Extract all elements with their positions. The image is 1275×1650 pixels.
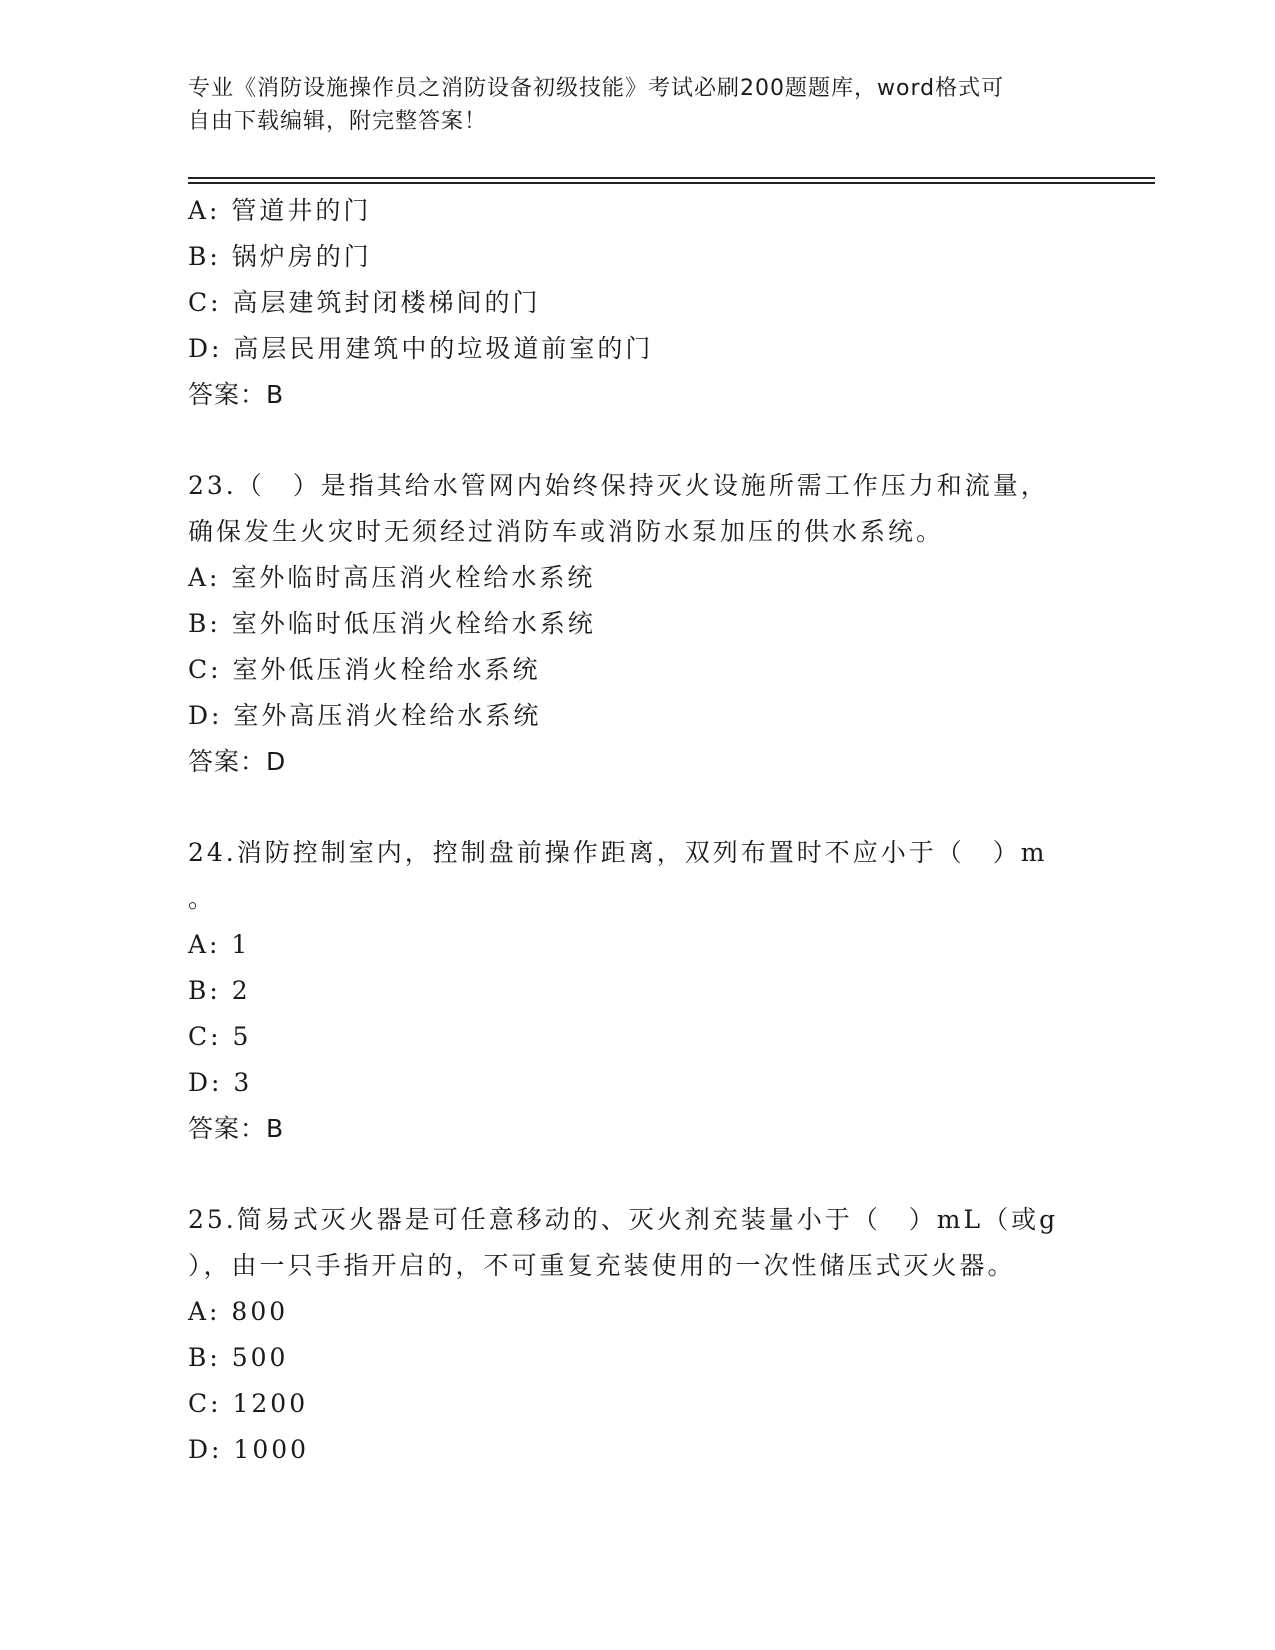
question-text-line-1: 23.（ ）是指其给水管网内始终保持灭火设施所需工作压力和流量， bbox=[188, 471, 1049, 500]
answer: 答案：B bbox=[188, 1114, 285, 1143]
spacer bbox=[188, 418, 1088, 463]
option-d: D: 高层民用建筑中的垃圾道前室的门 bbox=[188, 334, 654, 363]
option-a: A: 室外临时高压消火栓给水系统 bbox=[188, 563, 596, 592]
question-text-line-2: 确保发生火灾时无须经过消防车或消防水泵加压的供水系统。 bbox=[188, 517, 945, 546]
answer: 答案：B bbox=[188, 380, 285, 409]
answer: 答案：D bbox=[188, 747, 287, 776]
option-d: D: 室外高压消火栓给水系统 bbox=[188, 701, 542, 730]
option-b: B: 500 bbox=[188, 1343, 289, 1372]
option-a: A: 1 bbox=[188, 930, 251, 959]
question-text-line-1: 25.简易式灭火器是可任意移动的、灭火剂充装量小于（ ）mL（或g bbox=[188, 1205, 1059, 1234]
option-c: C: 高层建筑封闭楼梯间的门 bbox=[188, 288, 541, 317]
question-content bbox=[188, 188, 1088, 1473]
option-d: D: 3 bbox=[188, 1068, 253, 1097]
option-b: B: 锅炉房的门 bbox=[188, 242, 372, 271]
option-c: C: 5 bbox=[188, 1022, 252, 1051]
option-a: A: 800 bbox=[188, 1297, 289, 1326]
question-text-line-1: 24.消防控制室内，控制盘前操作距离，双列布置时不应小于（ ）m bbox=[188, 838, 1048, 867]
option-c: C: 室外低压消火栓给水系统 bbox=[188, 655, 541, 684]
option-b: B: 室外临时低压消火栓给水系统 bbox=[188, 609, 596, 638]
option-c: C: 1200 bbox=[188, 1389, 309, 1418]
question-text-line-2: ），由一只手指开启的，不可重复充装使用的一次性储压式灭火器。 bbox=[188, 1251, 1016, 1280]
spacer bbox=[188, 1152, 1088, 1197]
header-divider-bottom bbox=[188, 182, 1155, 184]
header-divider-top bbox=[188, 177, 1155, 179]
question-23 bbox=[188, 463, 1088, 785]
question-22 bbox=[188, 188, 1088, 418]
option-d: D: 1000 bbox=[188, 1435, 310, 1464]
option-b: B: 2 bbox=[188, 976, 251, 1005]
spacer bbox=[188, 785, 1088, 830]
header-title-line-1: 专业《消防设施操作员之消防设备初级技能》考试必刷200题题库，word格式可 bbox=[188, 76, 1005, 101]
question-25 bbox=[188, 1197, 1088, 1473]
page-header bbox=[188, 72, 1068, 138]
option-a: A: 管道井的门 bbox=[188, 196, 372, 225]
header-title-line-2: 自由下载编辑，附完整答案！ bbox=[188, 109, 488, 134]
question-text-line-2: 。 bbox=[188, 884, 217, 913]
question-24 bbox=[188, 830, 1088, 1152]
